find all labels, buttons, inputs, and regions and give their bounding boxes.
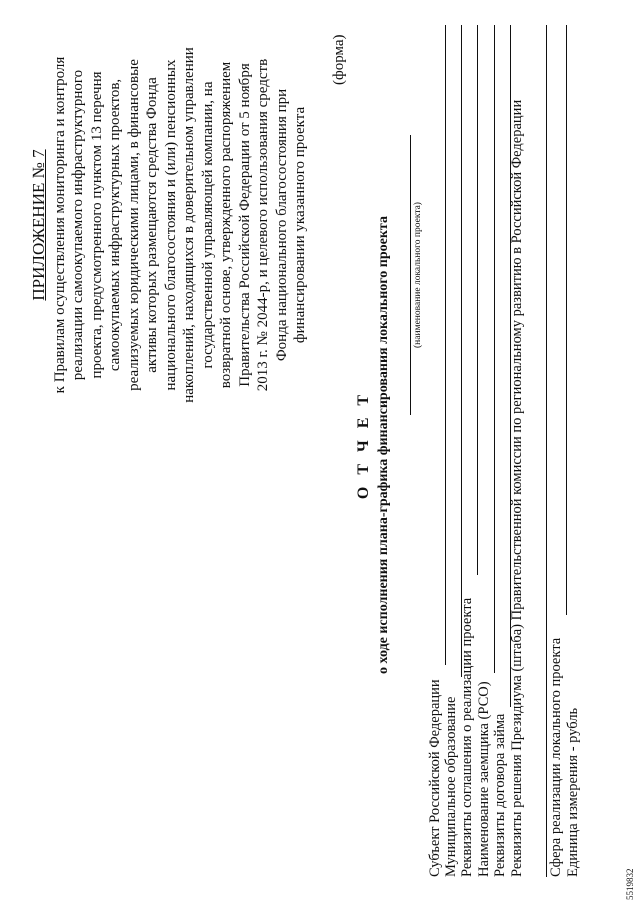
- field-line: [546, 25, 547, 877]
- field-line: [566, 25, 567, 615]
- field-line: [477, 25, 478, 575]
- field-loan: Реквизиты договора займа: [492, 713, 508, 877]
- project-name-caption: (наименование локального проекта): [413, 202, 423, 348]
- appendix-line: реализации самоокупаемого инфраструктурного: [70, 69, 86, 381]
- appendix-line: возвратной основе, утвержденного распоряжением: [218, 61, 234, 389]
- field-borrower: Наименование заемщика (РСО): [476, 681, 492, 877]
- document-code: 5519832: [625, 868, 635, 900]
- appendix-line: реализуемых юридическими лицами, в финансовые: [125, 59, 142, 391]
- appendix-line: к Правилам осуществления мониторинга и контроля: [51, 56, 68, 394]
- field-line: [461, 25, 462, 677]
- field-subject: Субъект Российской Федерации: [427, 679, 443, 877]
- field-line: [445, 25, 446, 665]
- field-line: [494, 25, 495, 673]
- appendix-line: государственной управляющей компании, на: [199, 81, 216, 369]
- report-title-block: [355, 165, 393, 725]
- appendix-line: 2013 г. № 2044-р, и целевого использования средств: [255, 58, 271, 392]
- field-sphere: Сфера реализации локального проекта: [548, 637, 564, 877]
- appendix-line: финансировании указанного проекта: [292, 106, 308, 344]
- field-decision: Реквизиты решения Президиума (штаба) Правительственной комиссии по региональному развитию в Российской Федерации: [509, 99, 525, 877]
- appendix-line: накоплений, находящихся в доверительном управлении: [181, 47, 197, 403]
- field-unit: Единица измерения - рубль: [565, 707, 581, 877]
- form-mark: (форма): [331, 34, 347, 85]
- appendix-line: национального благосостояния и (или) пенсионных: [162, 59, 179, 391]
- project-name-line: [410, 135, 411, 415]
- field-municipality: Муниципальное образование: [443, 696, 459, 877]
- appendix-block: [30, 15, 310, 435]
- report-heading: О Т Ч Е Т: [355, 390, 372, 500]
- appendix-line: самоокупаемых инфраструктурных проектов,: [107, 78, 123, 372]
- appendix-title: ПРИЛОЖЕНИЕ № 7: [29, 149, 48, 301]
- appendix-line: Фонда национального благосостояния при: [273, 88, 290, 362]
- appendix-line: проекта, предусмотренного пунктом 13 перечня: [88, 71, 105, 379]
- field-agreement: Реквизиты соглашения о реализации проекта: [459, 597, 475, 877]
- report-subtitle: о ходе исполнения плана-графика финансирования локального проекта: [376, 216, 391, 674]
- appendix-line: Правительства Российской Федерации от 5 ноября: [236, 63, 253, 387]
- appendix-line: активы которых размещаются средства Фонда: [144, 77, 160, 373]
